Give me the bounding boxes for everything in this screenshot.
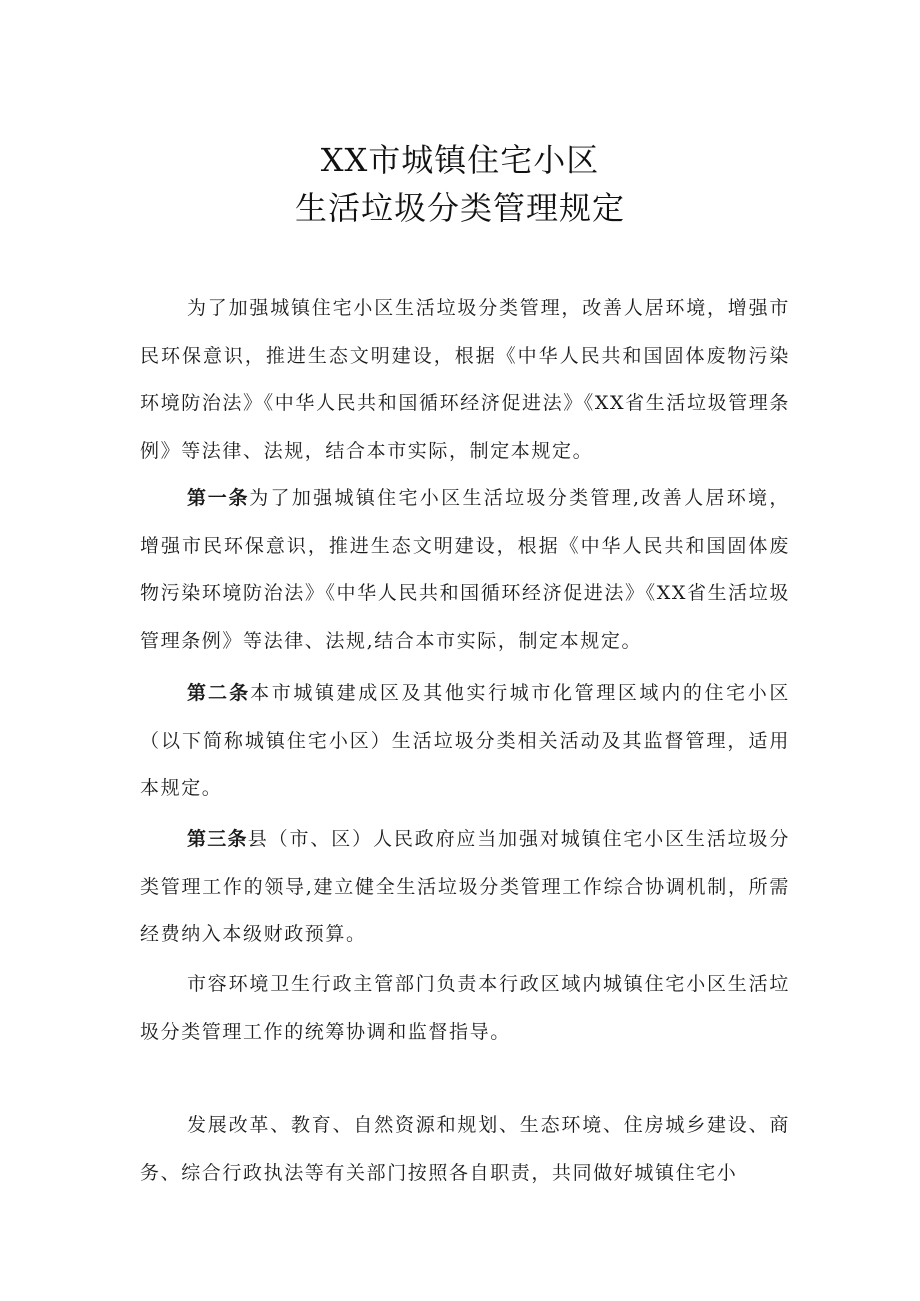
preamble-paragraph: 为了加强城镇住宅小区生活垃圾分类管理，改善人居环境，增强市民环保意识，推进生态文明建设，根据《中华人民共和国固体废物污染环境防治法》《中华人民共和国循环经济促进法》《XX省生活垃圾管理条例》等法律、法规，结合本市实际，制定本规定。 [140,297,790,462]
sanitation-department-paragraph: 市容环境卫生行政主管部门负责本行政区域内城镇住宅小区生活垃圾分类管理工作的统筹协调和监督指导。 [140,973,790,1043]
article-3-paragraph [140,816,790,959]
related-departments-paragraph: 发展改革、教育、自然资源和规划、生态环境、住房城乡建设、商务、综合行政执法等有关部门按照各自职责，共同做好城镇住宅小 [140,1114,790,1184]
article-2-paragraph [140,670,790,813]
article-2-label: 第二条 [187,682,251,704]
document-title-line-2: 生活垃圾分类管理规定 [294,189,625,227]
article-1-text: 为了加强城镇住宅小区生活垃圾分类管理,改善人居环境，增强市民环保意识，推进生态文明建设，根据《中华人民共和国固体废物污染环境防治法》《中华人民共和国循环经济促进法》《XX省生活垃圾管理条例》等法律、法规,结合本市实际，制定本规定。 [140,487,790,652]
article-1-paragraph [140,475,790,665]
article-1-label: 第一条 [187,487,250,509]
article-3-text: 县（市、区）人民政府应当加强对城镇住宅小区生活垃圾分类管理工作的领导,建立健全生活垃圾分类管理工作综合协调机制，所需经费纳入本级财政预算。 [140,828,790,945]
article-2-text: 本市城镇建成区及其他实行城市化管理区域内的住宅小区（以下简称城镇住宅小区）生活垃圾分类相关活动及其监督管理，适用本规定。 [140,682,790,799]
article-3-label: 第三条 [187,828,248,850]
document-title-line-1: XX市城镇住宅小区 [320,141,600,179]
